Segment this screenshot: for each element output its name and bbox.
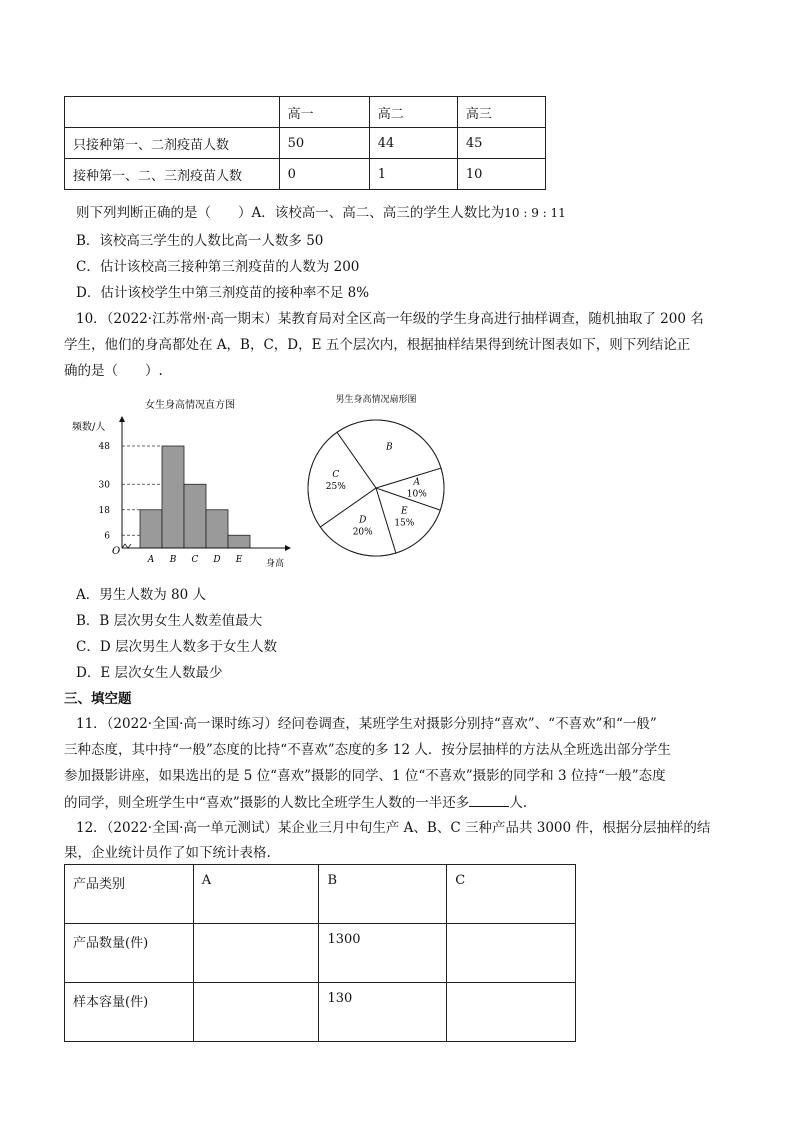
table-row: [65, 128, 546, 159]
table-cell: [447, 924, 576, 983]
table-cell: 44: [369, 128, 457, 159]
table-row: [65, 983, 576, 1042]
vaccine-table: [64, 96, 546, 190]
q10-option-b: B．B 层次男女生人数差值最大: [76, 613, 263, 629]
q9-option-d: D．估计该校学生中第三剂疫苗的接种率不足 8%: [76, 285, 370, 301]
table-row: [65, 97, 546, 128]
histogram-x-tick-label: E: [235, 555, 243, 565]
answer-blank[interactable]: [469, 792, 509, 807]
q12-line1: 12．（2022·全国·高一单元测试）某企业三月中旬生产 A、B、C 三种产品共 3000 件，根据分层抽样的结: [76, 820, 711, 836]
charts-figure: [70, 388, 490, 578]
q9-option-b: B．该校高三学生的人数比高一人数多 50: [76, 233, 324, 249]
table-cell: 0: [279, 159, 369, 190]
table-cell: B: [319, 865, 447, 924]
q11-line3: 参加摄影讲座，如果选出的是 5 位“喜欢”摄影的同学、1 位“不喜欢”摄影的同学和 3 位持“一般”态度: [64, 768, 666, 784]
table-cell: [447, 983, 576, 1042]
table-cell: 高三: [457, 97, 545, 128]
histogram-y-tick-label: 30: [98, 480, 110, 491]
pie-slice-value: 15%: [394, 518, 415, 529]
table-cell: 1: [369, 159, 457, 190]
table-cell: 只接种第一、二剂疫苗人数: [65, 128, 280, 159]
histogram-y-tick-label: 48: [98, 442, 110, 452]
pie-slice-value: 25%: [325, 481, 346, 492]
table-cell: 样本容量(件): [65, 983, 194, 1042]
q11-line4: [64, 792, 527, 813]
q9-stem-line: [76, 203, 566, 223]
table-cell: 130: [319, 983, 447, 1042]
table-cell: [193, 924, 319, 983]
q12-line2: 果，企业统计员作了如下统计表格.: [64, 845, 271, 861]
q9-option-c: C．估计该校高三接种第三剂疫苗的人数为 200: [76, 259, 360, 275]
q9-ratio: 10 : 9 : 11: [504, 206, 566, 220]
histogram-x-tick-label: C: [191, 555, 199, 565]
table-cell: 高二: [369, 97, 457, 128]
pie-slice-label: A: [413, 477, 421, 488]
table-cell: 产品类别: [65, 865, 194, 924]
pie-slice-label: B: [385, 442, 393, 453]
histogram-title: 女生身高情况直方图: [145, 400, 235, 411]
q10-option-c: C．D 层次男生人数多于女生人数: [76, 639, 277, 655]
histogram-x-tick-label: A: [147, 555, 155, 565]
histogram-bar: [162, 446, 184, 548]
q11-line4-end: 人.: [509, 795, 528, 811]
histogram-origin: O: [112, 546, 121, 557]
q11-line2: 三种态度，其中持“一般”态度的比持“不喜欢”态度的多 12 人．按分层抽样的方法从全班选出部分学生: [64, 742, 671, 758]
q11-line1: 11．（2022·全国·高一课时练习）经问卷调查，某班学生对摄影分别持“喜欢”、“不喜欢”和“一般”: [76, 716, 657, 732]
q10-option-a: A．男生人数为 80 人: [76, 587, 207, 603]
table-cell: 高一: [279, 97, 369, 128]
histogram-x-tick-label: B: [169, 555, 177, 565]
pie-slice-value: 20%: [352, 527, 373, 538]
histogram-bar: [184, 484, 206, 548]
table-row: [65, 159, 546, 190]
table-cell: 10: [457, 159, 545, 190]
pie-slice-value: 10%: [406, 489, 427, 500]
q10-line1: 10．（2022·江苏常州·高一期末）某教育局对全区高一年级的学生身高进行抽样调查，随机抽取了 200 名: [76, 311, 704, 327]
histogram-bar: [206, 510, 228, 548]
table-cell: 1300: [319, 924, 447, 983]
table-cell: 接种第一、二、三剂疫苗人数: [65, 159, 280, 190]
table-cell: 产品数量(件): [65, 924, 194, 983]
histogram-bar: [228, 535, 250, 548]
q11-line4-text: 的同学，则全班学生中“喜欢”摄影的人数比全班学生人数的一半还多: [64, 795, 470, 811]
x-axis-arrow-icon: [285, 545, 291, 551]
table-cell: [193, 983, 319, 1042]
q10-line2: 学生，他们的身高都处在 A，B，C，D，E 五个层次内，根据抽样结果得到统计图表如下，则下列结论正: [64, 337, 691, 353]
table-row: [65, 924, 576, 983]
histogram-xlabel: 身高: [266, 559, 285, 569]
histogram-y-tick-label: 18: [98, 505, 110, 516]
histogram-chart: [72, 398, 291, 569]
q9-stem: 则下列判断正确的是（ ）A．该校高一、高二、高三的学生人数比为: [76, 205, 505, 221]
table-cell: 50: [279, 128, 369, 159]
table-cell: 45: [457, 128, 545, 159]
table-row: [65, 865, 576, 924]
histogram-y-tick-label: 6: [104, 531, 110, 542]
pie-slice-label: D: [359, 515, 367, 526]
histogram-x-tick-label: D: [213, 555, 221, 565]
q10-line3: 确的是（ ）.: [64, 363, 163, 379]
histogram-ylabel: 频数/人: [72, 422, 106, 433]
pie-title: 男生身高情况扇形图: [335, 395, 417, 405]
section-title: 三、填空题: [64, 691, 132, 707]
product-table: [64, 864, 576, 1042]
table-cell: C: [447, 865, 576, 924]
pie-slice-label: E: [401, 506, 408, 517]
axis-break-icon: [122, 544, 131, 548]
pie-slice-label: C: [332, 469, 340, 480]
table-cell: [65, 97, 280, 128]
q10-option-d: D．E 层次女生人数最少: [76, 665, 223, 681]
histogram-bar: [140, 510, 162, 548]
pie-chart: [308, 393, 444, 556]
table-cell: A: [193, 865, 319, 924]
y-axis-arrow-icon: [119, 416, 125, 422]
